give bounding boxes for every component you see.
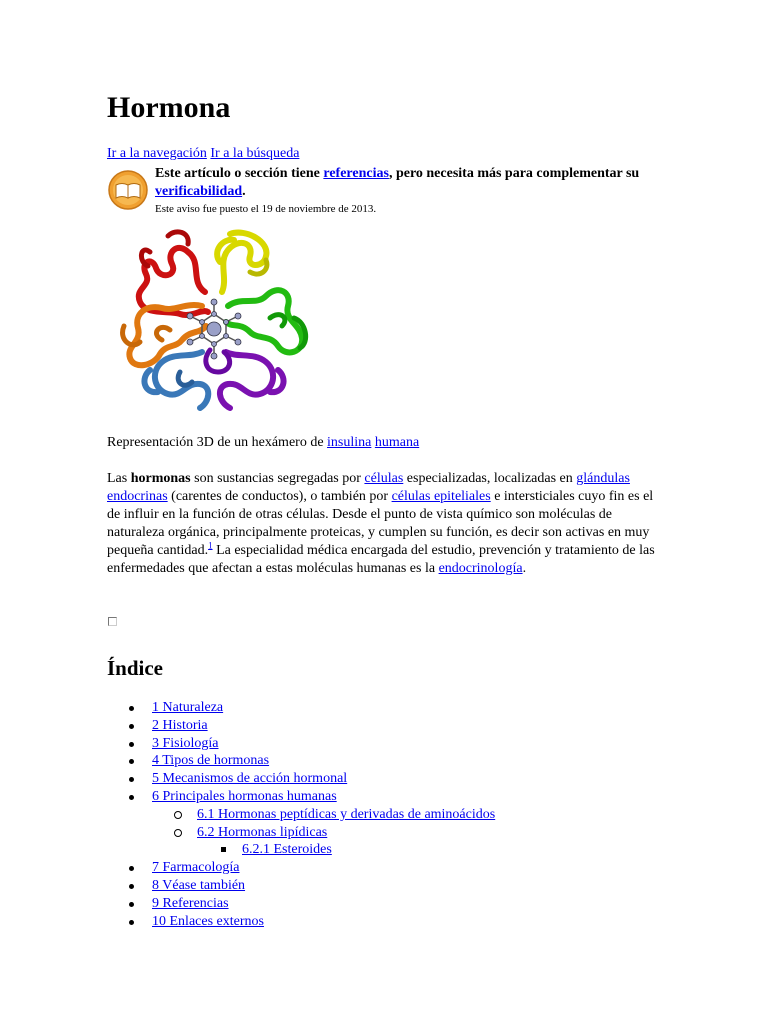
toc-toggle-checkbox[interactable] bbox=[108, 617, 117, 626]
book-icon bbox=[107, 169, 149, 211]
toc-link[interactable]: 6.1 Hormonas peptídicas y derivadas de aminoácidos bbox=[197, 806, 496, 822]
insulin-hexamer-image[interactable] bbox=[110, 222, 320, 422]
toc-link[interactable]: 7 Farmacología bbox=[152, 860, 240, 876]
bullet-icon bbox=[174, 829, 182, 837]
intro-text: . bbox=[522, 561, 527, 576]
toc-link[interactable]: 5 Mecanismos de acción hormonal bbox=[152, 771, 348, 787]
toc-link[interactable]: 6.2 Hormonas lipídicas bbox=[197, 824, 328, 840]
bullet-icon bbox=[221, 847, 226, 852]
table-of-contents bbox=[107, 699, 495, 930]
toc-link[interactable]: 4 Tipos de hormonas bbox=[152, 753, 270, 769]
figure-caption bbox=[107, 434, 419, 452]
human-link[interactable]: humana bbox=[374, 435, 420, 450]
endocrinology-link[interactable]: endocrinología bbox=[438, 561, 523, 576]
bold-term: hormonas bbox=[130, 471, 191, 486]
page-title: Hormona bbox=[107, 91, 231, 124]
toc-item bbox=[107, 735, 495, 753]
toc-link[interactable]: 10 Enlaces externos bbox=[152, 913, 264, 929]
toc-item bbox=[107, 752, 495, 770]
intro-text: especializadas, localizadas en bbox=[403, 471, 577, 486]
toc-link[interactable]: 3 Fisiología bbox=[152, 735, 219, 751]
toc-title: Índice bbox=[107, 656, 164, 680]
toc-item bbox=[107, 895, 495, 913]
notice-date: Este aviso fue puesto el 19 de noviembre de 2013. bbox=[155, 203, 377, 215]
references-link[interactable]: referencias bbox=[323, 166, 389, 181]
intro-text: (carentes de conductos), o también por bbox=[167, 489, 392, 504]
jump-links bbox=[107, 145, 299, 163]
jump-to-search-link[interactable]: Ir a la búsqueda bbox=[210, 146, 300, 161]
intro-text: e intersticiales cuyo fin es el de influir en la función de otras células. Desde el punto de vista químico son moléculas de naturaleza orgánica, principalmente proteicas, y cumplen su función, es decir son activas en muy pequeña cantidad. bbox=[107, 489, 654, 558]
toc-item bbox=[107, 770, 495, 788]
bullet-icon bbox=[129, 795, 134, 800]
toc-item bbox=[107, 717, 495, 735]
bullet-icon bbox=[129, 759, 134, 764]
endocrine-glands-link[interactable]: glándulas endocrinas bbox=[107, 471, 630, 504]
notice-text-part: , pero necesita más para complementar su bbox=[388, 166, 640, 181]
intro-paragraph bbox=[107, 470, 662, 578]
notice-text bbox=[155, 165, 695, 216]
intro-text: La especialidad médica encargada del estudio, prevención y tratamiento de las enfermedades que afectan a estas moléculas humanas es la bbox=[107, 543, 655, 576]
notice-text-part: . bbox=[242, 184, 246, 199]
verifiability-link[interactable]: verificabilidad bbox=[155, 184, 243, 199]
toc-item bbox=[107, 913, 495, 931]
toc-link[interactable]: 9 Referencias bbox=[152, 895, 229, 911]
toc-item bbox=[107, 841, 495, 859]
toc-link[interactable]: 1 Naturaleza bbox=[152, 700, 224, 715]
toc-link[interactable]: 2 Historia bbox=[152, 717, 208, 733]
bullet-icon bbox=[129, 884, 134, 889]
jump-to-navigation-link[interactable]: Ir a la navegación bbox=[107, 146, 207, 161]
bullet-icon bbox=[129, 920, 134, 925]
toc-item bbox=[107, 699, 495, 717]
toc-link[interactable]: 6.2.1 Esteroides bbox=[242, 842, 332, 858]
notice-text-part: Este artículo o sección tiene bbox=[155, 166, 324, 181]
bullet-icon bbox=[129, 866, 134, 871]
toc-item bbox=[107, 806, 495, 824]
bullet-icon bbox=[174, 811, 182, 819]
intro-text: son sustancias segregadas por bbox=[190, 471, 365, 486]
bullet-icon bbox=[129, 742, 134, 747]
toc-link[interactable]: 6 Principales hormonas humanas bbox=[152, 788, 337, 804]
toc-item bbox=[107, 788, 495, 806]
caption-text: Representación 3D de un hexámero de bbox=[107, 435, 328, 450]
bullet-icon bbox=[129, 902, 134, 907]
toc-item bbox=[107, 824, 495, 842]
cells-link[interactable]: células bbox=[364, 471, 404, 486]
epithelial-cells-link[interactable]: células epiteliales bbox=[391, 489, 491, 504]
intro-text: Las bbox=[107, 471, 131, 486]
toc-link[interactable]: 8 Véase también bbox=[152, 877, 246, 893]
bullet-icon bbox=[129, 777, 134, 782]
toc-item bbox=[107, 859, 495, 877]
insulin-link[interactable]: insulina bbox=[327, 435, 372, 450]
toc-item bbox=[107, 877, 495, 895]
bullet-icon bbox=[129, 724, 134, 729]
bullet-icon bbox=[129, 706, 134, 711]
notice-message bbox=[155, 165, 695, 201]
reference-1-link[interactable]: 1 bbox=[208, 540, 213, 551]
